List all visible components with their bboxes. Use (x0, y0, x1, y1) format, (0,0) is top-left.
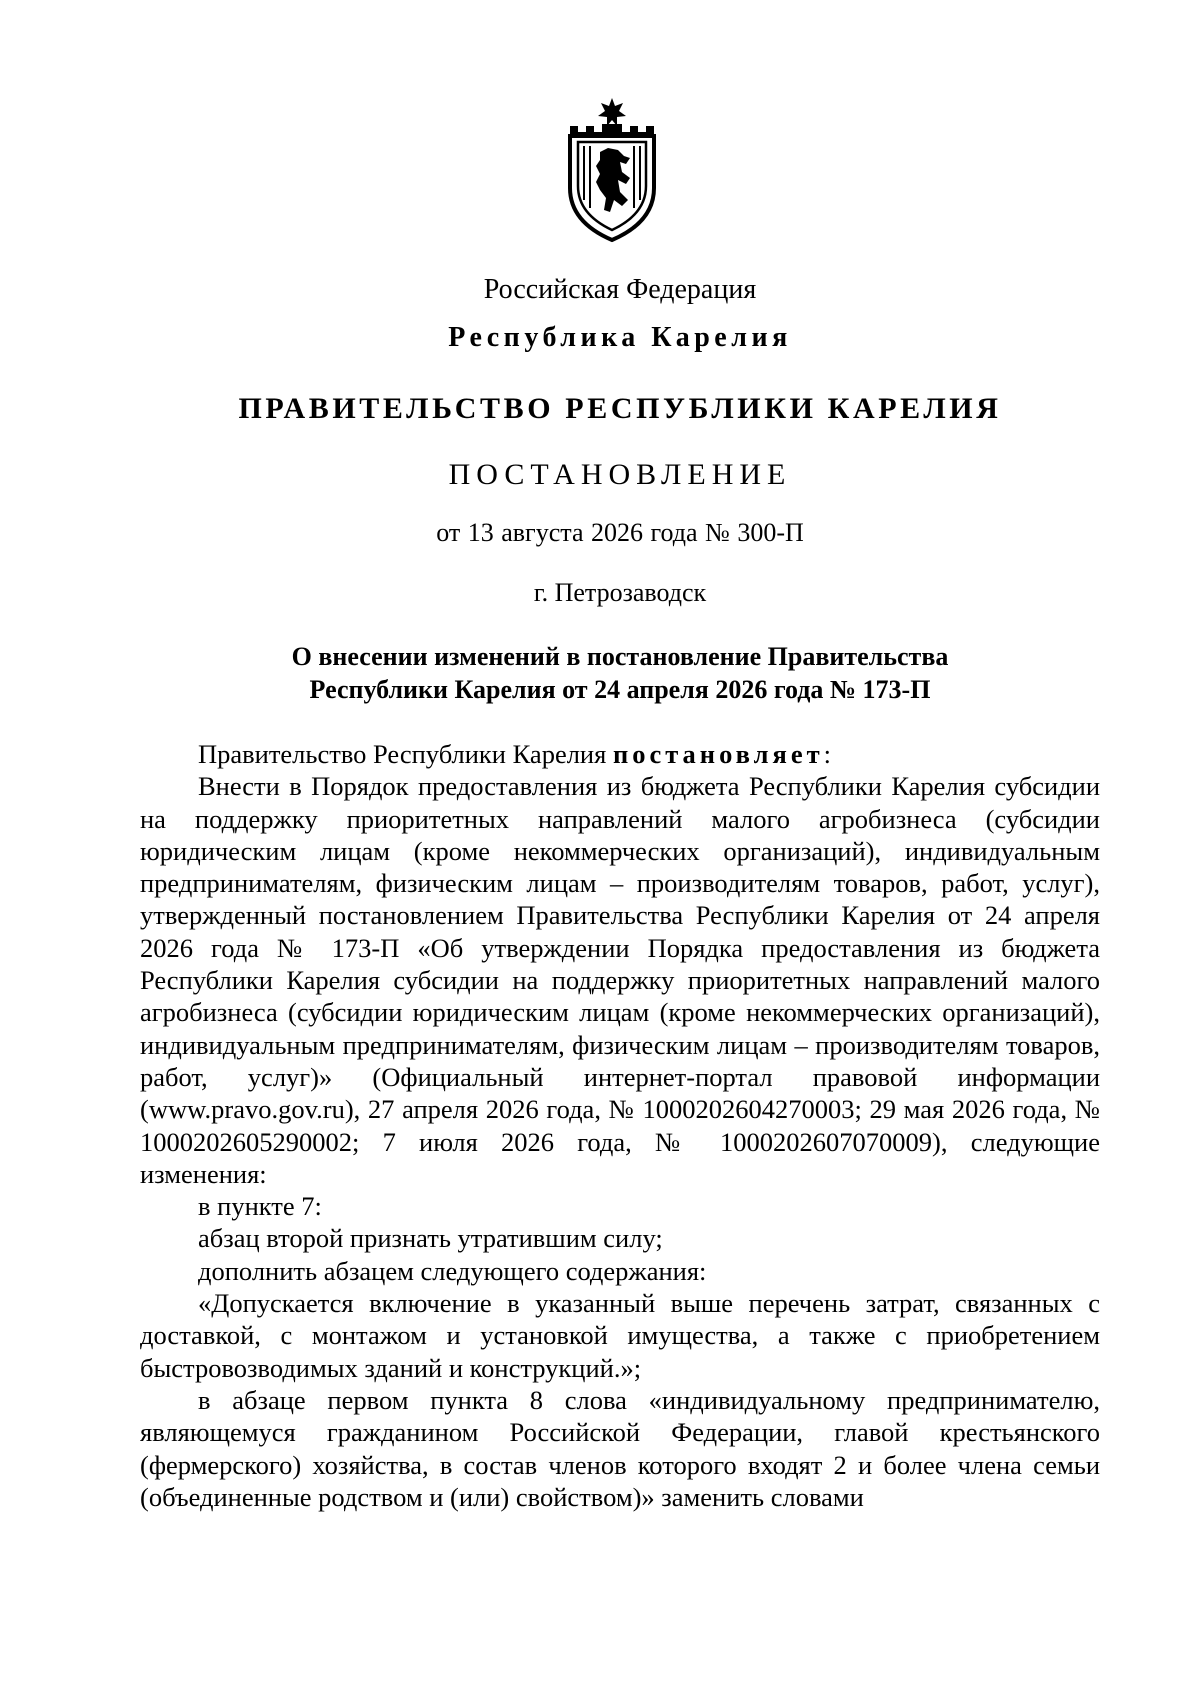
country-line: Российская Федерация (483, 274, 757, 305)
document-body (140, 738, 1100, 1513)
intro-resolves-word: постановляет (612, 739, 824, 769)
intro-paragraph (140, 738, 1100, 770)
intro-prefix: Правительство Республики Карелия (198, 739, 613, 769)
body-paragraph: абзац второй признать утратившим силу; (198, 1223, 663, 1254)
document-title-line-1: О внесении изменений в постановление Правительства (291, 642, 949, 671)
document-type-heading: ПОСТАНОВЛЕНИЕ (448, 458, 792, 491)
karelia-coat-of-arms-icon (560, 96, 664, 244)
city-line: г. Петрозаводск (533, 578, 707, 607)
intro-suffix: : (823, 739, 831, 769)
date-and-number-line: от 13 августа 2026 года № 300-П (436, 518, 804, 547)
body-paragraph: в пункте 7: (198, 1191, 322, 1222)
body-paragraph: Внести в Порядок предоставления из бюджета Республики Карелия субсидии на поддержку приоритетных направлений малого агробизнеса (субсидии юридическим лицам (кроме некоммерческих организаций), индивидуальным предпринимателям, физическим лицам – производителям товаров, работ, услуг), утвержденный постановлением Правительства Республики Карелия от 24 апреля 2026 года № 173-П «Об утверждении Порядка предоставления из бюджета Республики Карелия субсидии на поддержку приоритетных направлений малого агробизнеса (субсидии юридическим лицам (кроме некоммерческих организаций), индивидуальным предпринимателям, физическим лицам – производителям товаров, работ, услуг)» (Официальный интернет-портал правовой информации (www.pravo.gov.ru), 27 апреля 2026 года, № 1000202604270003; 29 мая 2026 года, № 1000202605290002; 7 июля 2026 года, № 1000202607070009), следующие изменения: (140, 771, 1100, 1189)
body-paragraph: дополнить абзацем следующего содержания: (198, 1255, 707, 1286)
document-title-line-2: Республики Карелия от 24 апреля 2026 года № 173-П (309, 675, 931, 704)
republic-line: Республика Карелия (448, 322, 792, 353)
government-heading: ПРАВИТЕЛЬСТВО РЕСПУБЛИКИ КАРЕЛИЯ (238, 392, 1002, 425)
body-paragraph: в абзаце первом пункта 8 слова «индивидуальному предпринимателю, являющемуся гражданином Российской Федерации, главой крестьянского (фермерского) хозяйства, в состав членов которого входят 2 и более члена семьи (объединенные родством и (или) свойством)» заменить словами (140, 1384, 1100, 1512)
body-paragraph: «Допускается включение в указанный выше перечень затрат, связанных с доставкой, с монтажом и установкой имущества, а также с приобретением быстровозводимых зданий и конструкций.»; (140, 1288, 1100, 1383)
